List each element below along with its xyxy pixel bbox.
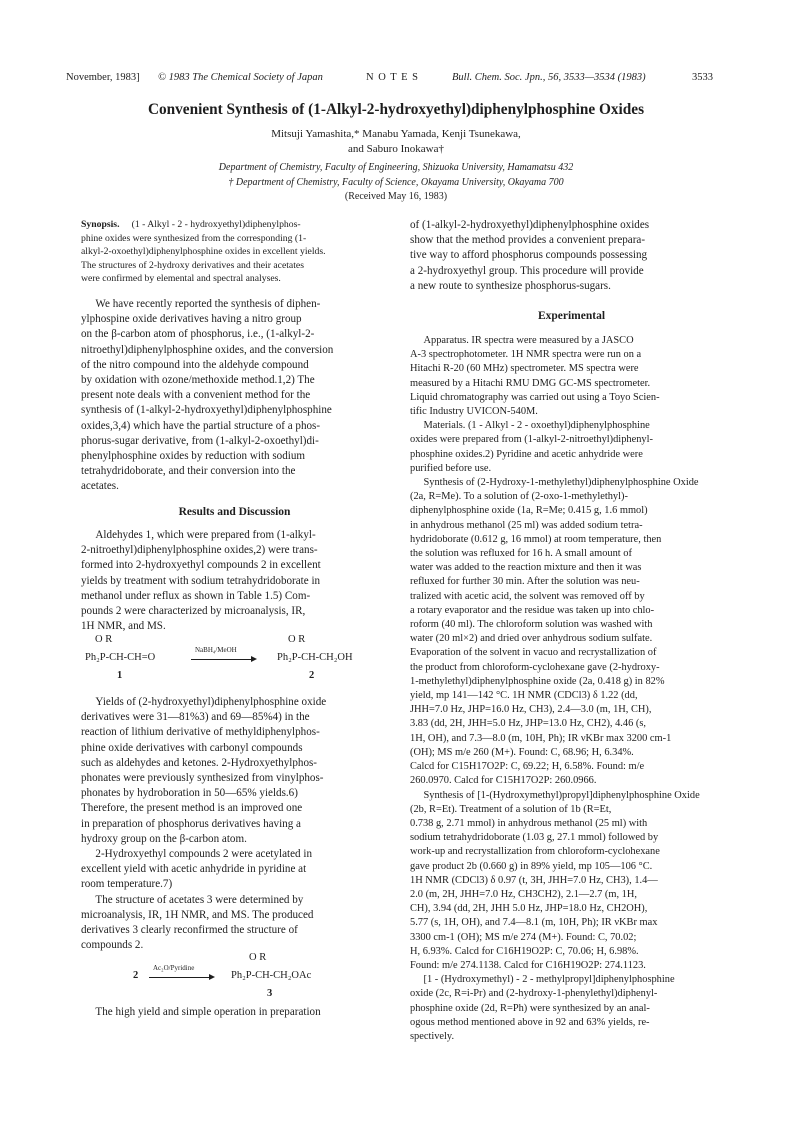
results-paragraph-4: The structure of acetates 3 were determined by microanalysis, IR, 1H NMR, and MS. The produced derivatives 3 clearly reconfirmed the structure of compounds 2.	[81, 893, 314, 952]
scheme1-arrow-line	[191, 659, 251, 660]
results-continuation: of (1-alkyl-2-hydroxyethyl)diphenylphosphine oxides show that the method provides a convenient prepara- tive way to afford phosphorus compounds possessing a 2-hydroxyethyl group. This procedure will provide a new route to synthesize phosphorus-sugars.	[410, 219, 650, 292]
scheme1-compound-1: 1	[117, 670, 123, 681]
scheme1-alcohol: Ph₂P-CH-CH₂OH	[277, 652, 353, 663]
authors-line-1: Mitsuji Yamashita,* Manabu Yamada, Kenji Tsunekawa,	[271, 128, 521, 140]
results-paragraph-5: The high yield and simple operation in preparation	[95, 1006, 321, 1018]
article-title: Convenient Synthesis of (1-Alkyl-2-hydroxyethyl)diphenylphosphine Oxides	[147, 101, 645, 118]
scheme2-acetate: Ph₂P-CH-CH₂OAc	[231, 970, 312, 981]
right-column-intro	[410, 218, 733, 294]
header-copyright: © 1983 The Chemical Society of Japan	[158, 72, 323, 83]
authors-line-2: and Saburo Inokawa†	[348, 143, 444, 155]
exp-synthesis-2a: Synthesis of (2-Hydroxy-1-methylethyl)diphenylphosphine Oxide (2a, R=Me). To a solution of (2-oxo-1-methylethyl)- diphenylphosphine oxide (1a, R=Me; 0.415 g, 1.6 mmol) in anhydrous methanol (25 ml) was added sodium tetra- hydridoborate (0.612 g, 16 mmol) at room temperature, then the solution was refluxed for 16 h. A small amount of water was added to the reaction mixture and then it was refluxed for further 30 min. After the solution was neu- tralized with acetic acid, the solvent was removed off by a rotary evaporator and the residue was taken up into chlo- roform (40 ml). The chloroform solution was washed with water (20 ml×2) and dried over anhydrous sodium sulfate. Evaporation of the solvent in vacuo and recrystallization of the product from chloroform-cyclohexane gave (2-hydroxy- 1-methylethyl)diphenylphosphine oxide (2a, 0.418 g) in 82% yield, mp 141—142 °C. 1H NMR (CDCl3) δ 1.22 (dd, JHH=7.0 Hz, JHP=16.0 Hz, CH3), 2.4—3.0 (m, 1H, CH), 3.83 (dd, 2H, JHH=5.0 Hz, JHP=13.0 Hz, CH2), 4.46 (s, 1H, OH), and 7.3—8.0 (m, 10H, Ph); IR νKBr max 3200 cm-1 (OH); MS m/e 260 (M+). Found: C, 68.96; H, 6.34%. Calcd for C15H17O2P: C, 69.22; H, 6.58%. Found: m/e 260.0970. Calcd for C15H17O2P: 260.0966.	[410, 477, 699, 787]
intro-paragraph: We have recently reported the synthesis of diphen- ylphospine oxide derivatives having a nitro group on the β-carbon atom of phosphorus, i.e., (1-alkyl-2- nitroethyl)diphenylphosphine oxides, and the conversion of the nitro compound into the aldehyde compound by oxidation with ozone/methoxide method.1,2) The present note deals with a convenient method for the synthesis of (1-alkyl-2-hydroxyethyl)diphenylphosphine oxides,3,4) which have the partial structure of a phos- phorus-sugar derivative, from (1-alkyl-2-oxoethyl)di- phenylphosphine oxides by reduction with sodium tetrahydridoborate, and their conversion into the acetates.	[81, 298, 334, 493]
received-date: (Received May 16, 1983)	[344, 191, 448, 202]
scheme2-arrow-head	[209, 974, 215, 980]
results-body-2	[81, 695, 388, 953]
reaction-scheme-1	[81, 634, 388, 684]
scheme1-compound-2: 2	[309, 670, 315, 681]
experimental-heading: Experimental	[537, 310, 606, 322]
exp-apparatus: Apparatus. IR spectra were measured by a JASCO A-3 spectrophotometer. 1H NMR spectra were run on a Hitachi R-20 (60 MHz) spectrometer. MS spectra were measured by a Hitachi RMU DMG GC-MS spectrometer. Liquid chromatography was carried out using a Toyo Scien- tific Industry UVICON-540M.	[410, 335, 660, 418]
scheme2-compound-2: 2	[133, 970, 139, 981]
scheme1-reagent: NaBH₄/MeOH	[195, 646, 237, 654]
running-header	[66, 70, 722, 86]
scheme2-substituents: O R	[249, 952, 267, 963]
scheme2-compound-3: 3	[267, 988, 273, 999]
scheme1-right-substituents: O R	[288, 634, 306, 645]
scheme2-arrow-line	[149, 977, 209, 978]
results-heading: Results and Discussion	[178, 506, 291, 518]
introduction	[81, 297, 388, 495]
reaction-scheme-2	[81, 952, 388, 1002]
synopsis-label: Synopsis.	[81, 219, 120, 230]
exp-synthesis-2c-2d: [1 - (Hydroxymethyl) - 2 - methylpropyl]diphenylphosphine oxide (2c, R=i-Pr) and (2-hydroxy-1-phenylethyl)diphenyl- phosphine oxide (2d, R=Ph) were synthesized by an anal- ogous method mentioned above in 92 and 63% yields, re- spectively.	[410, 974, 675, 1042]
affiliation-1: Department of Chemistry, Faculty of Engineering, Shizuoka University, Hamamatsu 432	[218, 162, 574, 173]
scheme1-arrow-head	[251, 656, 257, 662]
scheme2-reagent: Ac₂O/Pyridine	[153, 964, 195, 972]
affiliation-2: † Department of Chemistry, Faculty of Science, Okayama University, Okayama 700	[228, 177, 564, 188]
scheme1-aldehyde: Ph₂P-CH-CH=O	[85, 652, 156, 663]
exp-synthesis-2b: Synthesis of [1-(Hydroxymethyl)propyl]diphenylphosphine Oxide (2b, R=Et). Treatment of a solution of 1b (R=Et, 0.738 g, 2.71 mmol) in anhydrous methanol (25 ml) with sodium tetrahydridoborate (1.03 g, 27.1 mmol) followed by work-up and recrystallization from chloroform-cyclohexane gave product 2b (0.660 g) in 89% yield, mp 105—106 °C. 1H NMR (CDCl3) δ 0.97 (t, 3H, JHH=7.0 Hz, CH3), 1.4— 2.0 (m, 2H, JHH=7.0 Hz, CH3CH2), 2.1—2.7 (m, 1H, CH), 3.94 (dd, 2H, JHH 5.0 Hz, JHP=18.0 Hz, CH2OH), 5.77 (s, 1H, OH), and 7.4—8.1 (m, 10H, Ph); IR νKBr max 3300 cm-1 (OH); MS m/e 274 (M+). Found: C, 70.02; H, 6.93%. Calcd for C16H19O2P: C, 70.06; H, 6.98%. Found: m/e 274.1138. Calcd for C16H19O2P: 274.1123.	[410, 789, 700, 971]
header-date: November, 1983]	[66, 72, 140, 83]
synopsis-text: (1 - Alkyl - 2 - hydroxyethyl)diphenylphos- phine oxides were synthesized from the corresponding (1- alkyl-2-oxoethyl)diphenylphosphine oxides in excellent yields. The structures of 2-hydroxy derivatives and their acetates were confirmed by elemental and spectral analyses.	[81, 219, 326, 284]
results-paragraph-1: Aldehydes 1, which were prepared from (1-alkyl- 2-nitroethyl)diphenylphosphine oxides,2) were trans- formed into 2-hydroxyethyl compounds 2 in excellent yields by treatment with sodium tetrahydridoborate in methanol under reflux as shown in Table 1.5) Com- pounds 2 were characterized by microanalysis, IR, 1H NMR, and MS.	[81, 529, 321, 633]
header-section: N O T E S	[366, 72, 419, 83]
results-paragraph-3: 2-Hydroxyethyl compounds 2 were acetylated in excellent yield with acetic anhydride in pyridine at room temperature.7)	[81, 848, 312, 891]
experimental-body	[410, 334, 733, 1044]
header-journal: Bull. Chem. Soc. Jpn., 56, 3533—3534 (1983)	[452, 72, 646, 83]
results-body-1	[81, 528, 388, 634]
scheme1-left-substituents: O R	[95, 634, 113, 645]
results-paragraph-2: Yields of (2-hydroxyethyl)diphenylphosphine oxide derivatives were 31—81%3) and 69—85%4) in the reaction of lithium derivative of methyldiphenylphos- phine oxide derivatives with carbonyl compounds such as aldehydes and ketones. 2-Hydroxyethylphos- phonates were previously synthesized from vinylphos- phonates by hydroboration in 50—65% yields.6) Therefore, the present method is an improved one in preparation of phosphorus derivatives having a hydroxy group on the β-carbon atom.	[81, 696, 327, 845]
synopsis	[81, 218, 388, 286]
results-body-3	[81, 1005, 388, 1020]
header-page-number: 3533	[692, 72, 713, 83]
exp-materials: Materials. (1 - Alkyl - 2 - oxoethyl)diphenylphosphine oxides were prepared from (1-alkyl-2-nitroethyl)diphenyl- phosphine oxides.2) Pyridine and acetic anhydride were purified before use.	[410, 420, 653, 474]
